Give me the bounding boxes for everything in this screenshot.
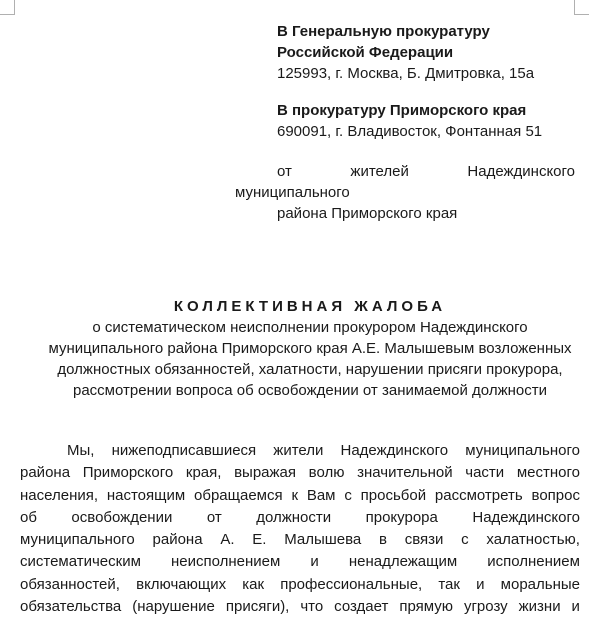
recipient-primorsky-prosecutor [277,100,542,142]
body-line [20,462,580,484]
body-word: профессиональные, [280,575,423,593]
body-word: халатностью, [486,531,580,549]
body-word: нижеподписавшиеся [111,442,257,459]
recipient-general-prosecutor [277,21,534,84]
body-word: должности [256,508,332,526]
body-word: Малышева [284,531,362,549]
body-word: значительной [357,464,453,482]
body-word: и [310,553,319,571]
body-word: Приморского [82,464,174,482]
body-word: связи [404,531,444,549]
body-word: района [152,531,203,549]
body-word: к [291,486,298,504]
recipient-name-line: В Генеральную прокуратуру [277,23,490,40]
recipient-address: 690091, г. Владивосток, Фонтанная 51 [277,123,543,140]
body-line [20,529,580,551]
document-heading [20,296,600,401]
body-line [20,507,580,529]
body-word: населения, [20,486,99,504]
document-title: КОЛЛЕКТИВНАЯ ЖАЛОБА [173,298,447,315]
body-word: А. [220,531,235,549]
body-word: с [461,531,469,549]
body-word: неисполнением [170,553,281,571]
body-word: выражая [234,464,297,482]
body-line [20,485,580,507]
body-word: прокурора [365,508,438,526]
body-word: настоящим [106,486,186,504]
body-word: Надеждинского [472,508,580,526]
crop-mark-top-left [0,0,15,15]
body-word: так [438,575,460,593]
sender-word: Надеждинского [467,163,575,180]
sender-block [235,161,575,224]
body-word: угрозу [463,598,508,616]
body-word: обращаемся [194,486,283,504]
sender-line: муниципального [235,184,350,201]
document-subtitle-line: о систематическом неисполнении прокурором Надеждинского [92,319,528,336]
recipient-address: 125993, г. Москва, Б. Дмитровка, 15а [277,65,535,82]
sender-line [235,161,575,182]
body-word: об [20,508,37,526]
body-word: волю [308,464,345,482]
body-paragraph [20,440,580,618]
body-word: и [571,598,580,616]
body-word: района [20,464,71,482]
document-subtitle-line: должностных обязанностей, халатности, нарушении присяги прокурора, [57,361,563,378]
body-word: обязательства [20,598,122,616]
body-word: от [206,508,222,526]
body-word: как [242,575,265,593]
body-word: моральные [500,575,580,593]
body-word: присяги), [225,598,290,616]
body-word: прямую [399,598,453,616]
body-word: с [344,486,352,504]
body-word: жизни [518,598,561,616]
recipient-name-line: Российской Федерации [277,44,454,61]
sender-line: района Приморского края [277,205,458,222]
body-word: в [379,531,387,549]
body-word: края, [185,464,222,482]
body-word: просьбой [360,486,427,504]
body-word: ненадлежащим [348,553,458,571]
crop-mark-top-right [574,0,589,15]
body-word: муниципального [20,531,135,549]
body-word: муниципального [465,442,580,459]
body-line [20,440,580,462]
body-word: освобождении [71,508,173,526]
body-word: включающих [136,575,227,593]
body-word: обязанностей, [20,575,120,593]
body-word: Мы, [67,442,95,459]
body-word: создает [334,598,389,616]
body-word: Вам [306,486,336,504]
body-line [20,596,580,618]
document-subtitle-line: рассмотрении вопроса об освобождении от занимаемой должности [73,382,547,399]
body-word: и [476,575,485,593]
body-word: систематическим [20,553,141,571]
body-word: Надеждинского [340,442,449,459]
body-word: исполнением [487,553,580,571]
sender-word: жителей [350,163,409,180]
body-word: что [300,598,324,616]
body-word: части [465,464,505,482]
body-word: (нарушение [132,598,215,616]
body-word: вопрос [531,486,580,504]
body-word: жители [273,442,324,459]
body-word: рассмотреть [434,486,523,504]
recipient-name-line: В прокуратуру Приморского края [277,102,527,119]
body-word: Е. [252,531,267,549]
body-word: местного [516,464,580,482]
document-subtitle-line: муниципального района Приморского края А.Е. Малышевым возложенных [48,340,572,357]
body-line [20,551,580,573]
sender-word: от [277,163,292,180]
body-line [20,574,580,596]
